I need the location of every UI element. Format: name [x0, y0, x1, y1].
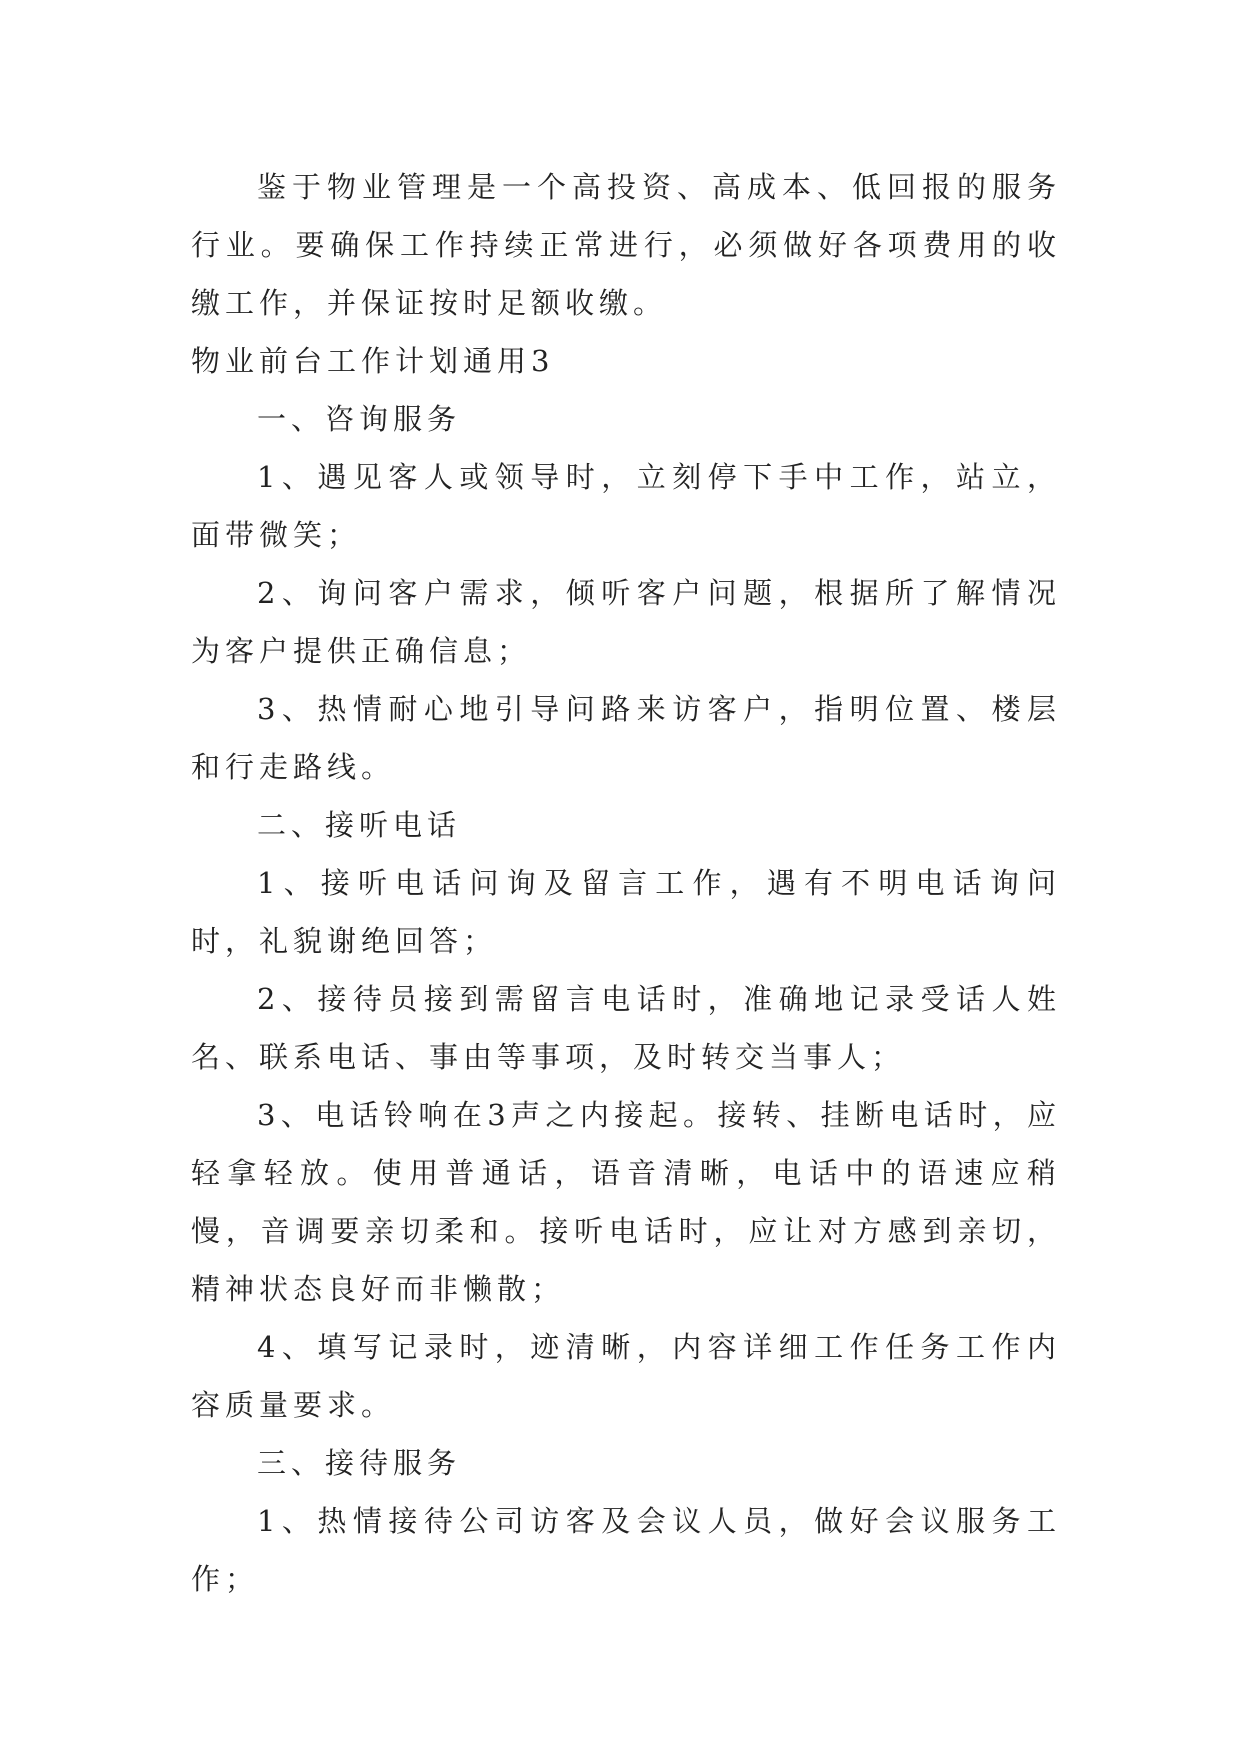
phone-item-4: 4、填写记录时，迹清晰，内容详细工作任务工作内容质量要求。	[191, 1330, 1061, 1422]
heading-reception-service: 三、接待服务	[257, 1446, 462, 1480]
consulting-item-2: 2、询问客户需求，倾听客户问题，根据所了解情况为客户提供正确信息；	[191, 576, 1061, 668]
heading-answer-phone: 二、接听电话	[257, 808, 462, 842]
phone-item-2: 2、接待员接到需留言电话时，准确地记录受话人姓名、联系电话、事由等事项，及时转交当事人；	[191, 982, 1061, 1074]
paragraph-fee-collection: 鉴于物业管理是一个高投资、高成本、低回报的服务行业。要确保工作持续正常进行，必须做好各项费用的收缴工作，并保证按时足额收缴。	[191, 170, 1061, 320]
heading-consulting-service: 一、咨询服务	[257, 402, 462, 436]
reception-item-1: 1、热情接待公司访客及会议人员，做好会议服务工作；	[191, 1504, 1061, 1596]
phone-item-3: 3、电话铃响在3声之内接起。接转、挂断电话时，应轻拿轻放。使用普通话，语音清晰，电话中的语速应稍慢，音调要亲切柔和。接听电话时，应让对方感到亲切，精神状态良好而非懒散；	[191, 1098, 1061, 1306]
consulting-item-1: 1、遇见客人或领导时，立刻停下手中工作，站立，面带微笑；	[191, 460, 1061, 552]
document-body	[191, 158, 1061, 1608]
consulting-item-3: 3、热情耐心地引导问路来访客户，指明位置、楼层和行走路线。	[191, 692, 1061, 784]
section-title: 物业前台工作计划通用3	[191, 344, 555, 378]
phone-item-1: 1、接听电话问询及留言工作，遇有不明电话询问时，礼貌谢绝回答；	[191, 866, 1061, 958]
